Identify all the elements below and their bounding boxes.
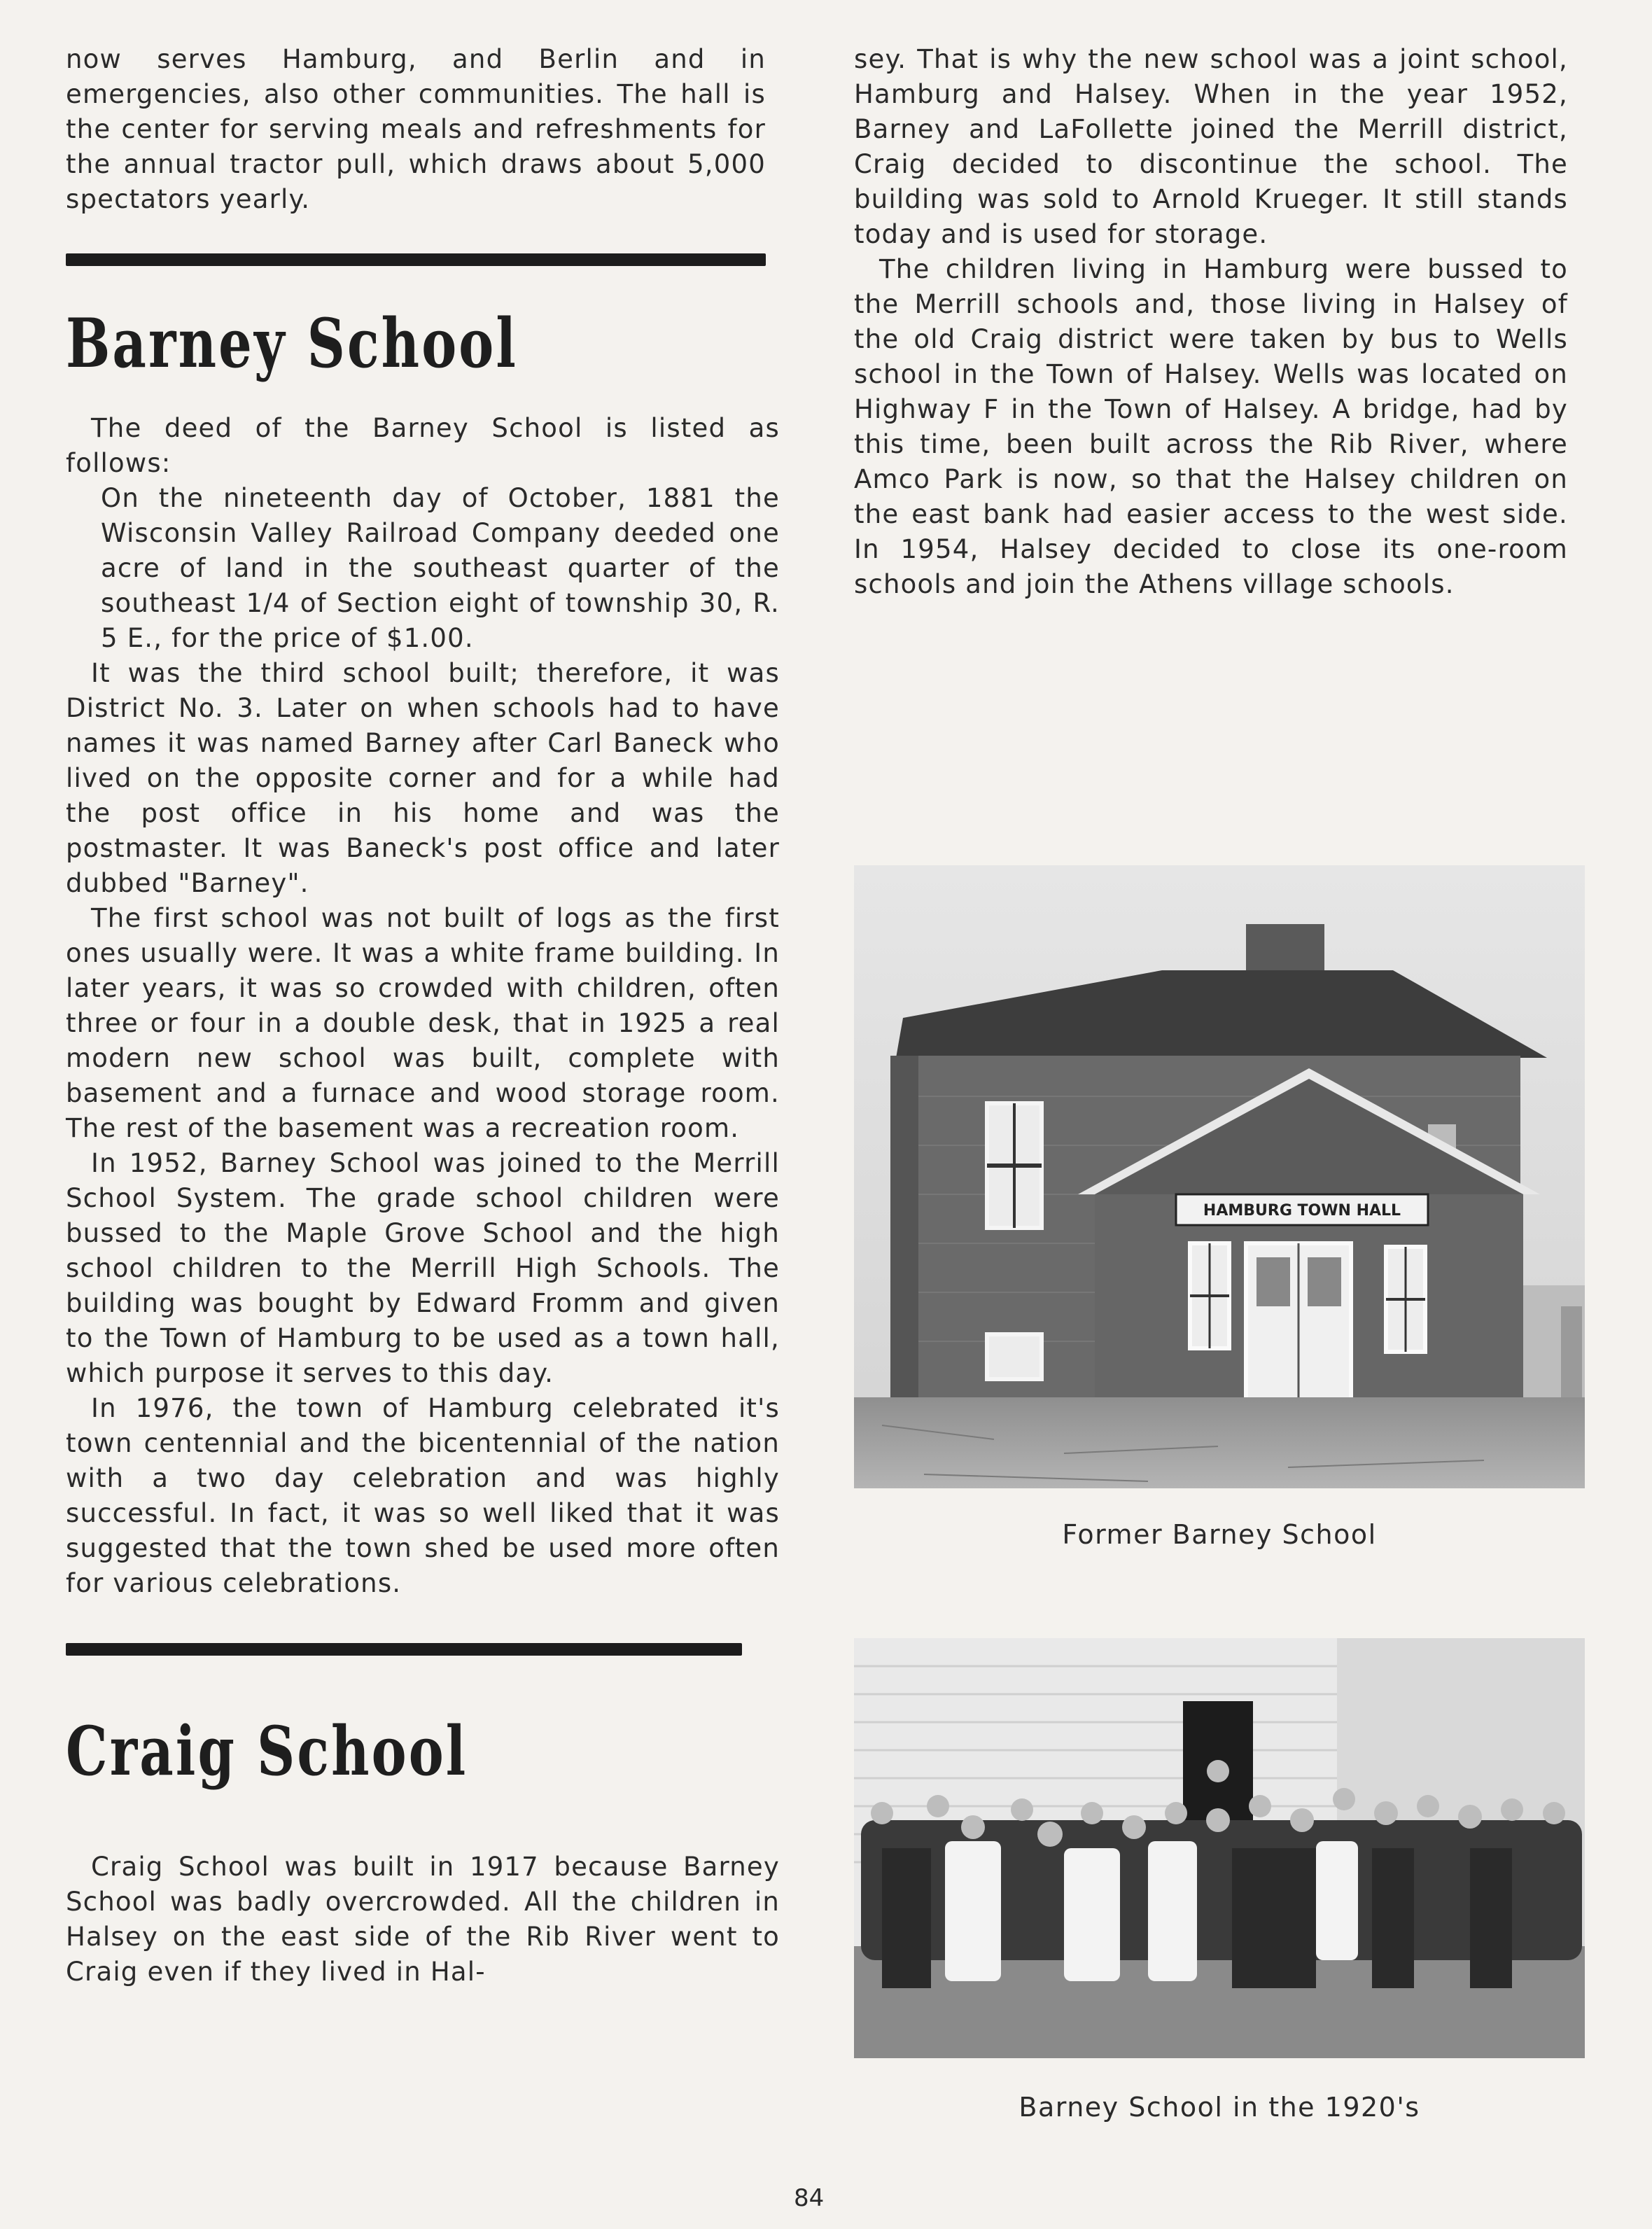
right-paragraph: The children living in Hamburg were bussed to the Merrill schools and, those living in Halsey of the old Craig district were taken by bus to Wells school in the Town of Halsey. Wells was located on Highway F in the Town of Halsey. A bridge, had by this time, been built across the Rib River, where Amco Park is now, so that the Halsey children on the east bank had easier access to the west side. In 1954, Halsey decided to close its one-room schools and join the Athens village schools. bbox=[854, 254, 1568, 599]
left-column bbox=[66, 42, 780, 1990]
photo-caption-2: Barney School in the 1920's bbox=[1018, 2092, 1420, 2123]
town-hall-illustration bbox=[854, 865, 1585, 1488]
barney-paragraph: The deed of the Barney School is listed as follows: bbox=[66, 413, 780, 478]
photo-caption-1: Former Barney School bbox=[1062, 1519, 1377, 1550]
right-paragraph: sey. That is why the new school was a joint school, Hamburg and Halsey. When in the year 1952, Barney and LaFollette joined the Merrill district, Craig decided to discontinue the school. The building was sold to Arnold Krueger. It still stands today and is used for storage. bbox=[854, 44, 1568, 249]
barney-paragraph: The first school was not built of logs as the first ones usually were. It was a white frame building. In later years, it was so crowded with children, often three or four in a double desk, that in 1925 a real modern new school was built, complete with basement and a furnace and wood storage room. The rest of the basement was a recreation room. bbox=[66, 903, 780, 1143]
section-divider bbox=[66, 1643, 742, 1656]
town-hall-photo bbox=[854, 865, 1585, 1488]
page-number: 84 bbox=[794, 2184, 825, 2212]
intro-paragraph: now serves Hamburg, and Berlin and in emergencies, also other communities. The hall is the center for serving meals and refreshments for the annual tractor pull, which draws about 5,000 spectators yearly. bbox=[66, 44, 766, 214]
barney-paragraph: It was the third school built; therefore, it was District No. 3. Later on when schools had to have names it was named Barney after Carl Baneck who lived on the opposite corner and for a while had the post office in his home and was the postmaster. It was Baneck's post office and later dubbed "Barney". bbox=[66, 658, 780, 898]
craig-paragraph: Craig School was built in 1917 because Barney School was badly overcrowded. All the children in Halsey on the east side of the Rib River went to Craig even if they lived in Hal- bbox=[66, 1852, 780, 1987]
class-photo bbox=[854, 1638, 1585, 2058]
craig-school-heading: Craig School bbox=[66, 1712, 468, 1791]
section-divider bbox=[66, 253, 766, 266]
barney-paragraph: In 1976, the town of Hamburg celebrated it's town centennial and the bicentennial of the nation with a two day celebration and was highly successful. In fact, it was so well liked that it was suggested that the town shed be used more often for various celebrations. bbox=[66, 1393, 780, 1598]
right-column bbox=[854, 42, 1568, 602]
barney-deed-quote: On the nineteenth day of October, 1881 the Wisconsin Valley Railroad Company deeded one acre of land in the southeast quarter of the southeast 1/4 of Section eight of township 30, R. 5 E., for the price of $1.00. bbox=[101, 483, 780, 653]
class-photo-illustration bbox=[854, 1638, 1585, 2058]
town-hall-sign: HAMBURG TOWN HALL bbox=[1203, 1202, 1401, 1220]
barney-school-heading: Barney School bbox=[66, 304, 518, 383]
barney-paragraph: In 1952, Barney School was joined to the Merrill School System. The grade school children were bussed to the Maple Grove School and the high school children to the Merrill High Schools. The building was bought by Edward Fromm and given to the Town of Hamburg to be used as a town hall, which purpose it serves to this day. bbox=[66, 1148, 780, 1388]
